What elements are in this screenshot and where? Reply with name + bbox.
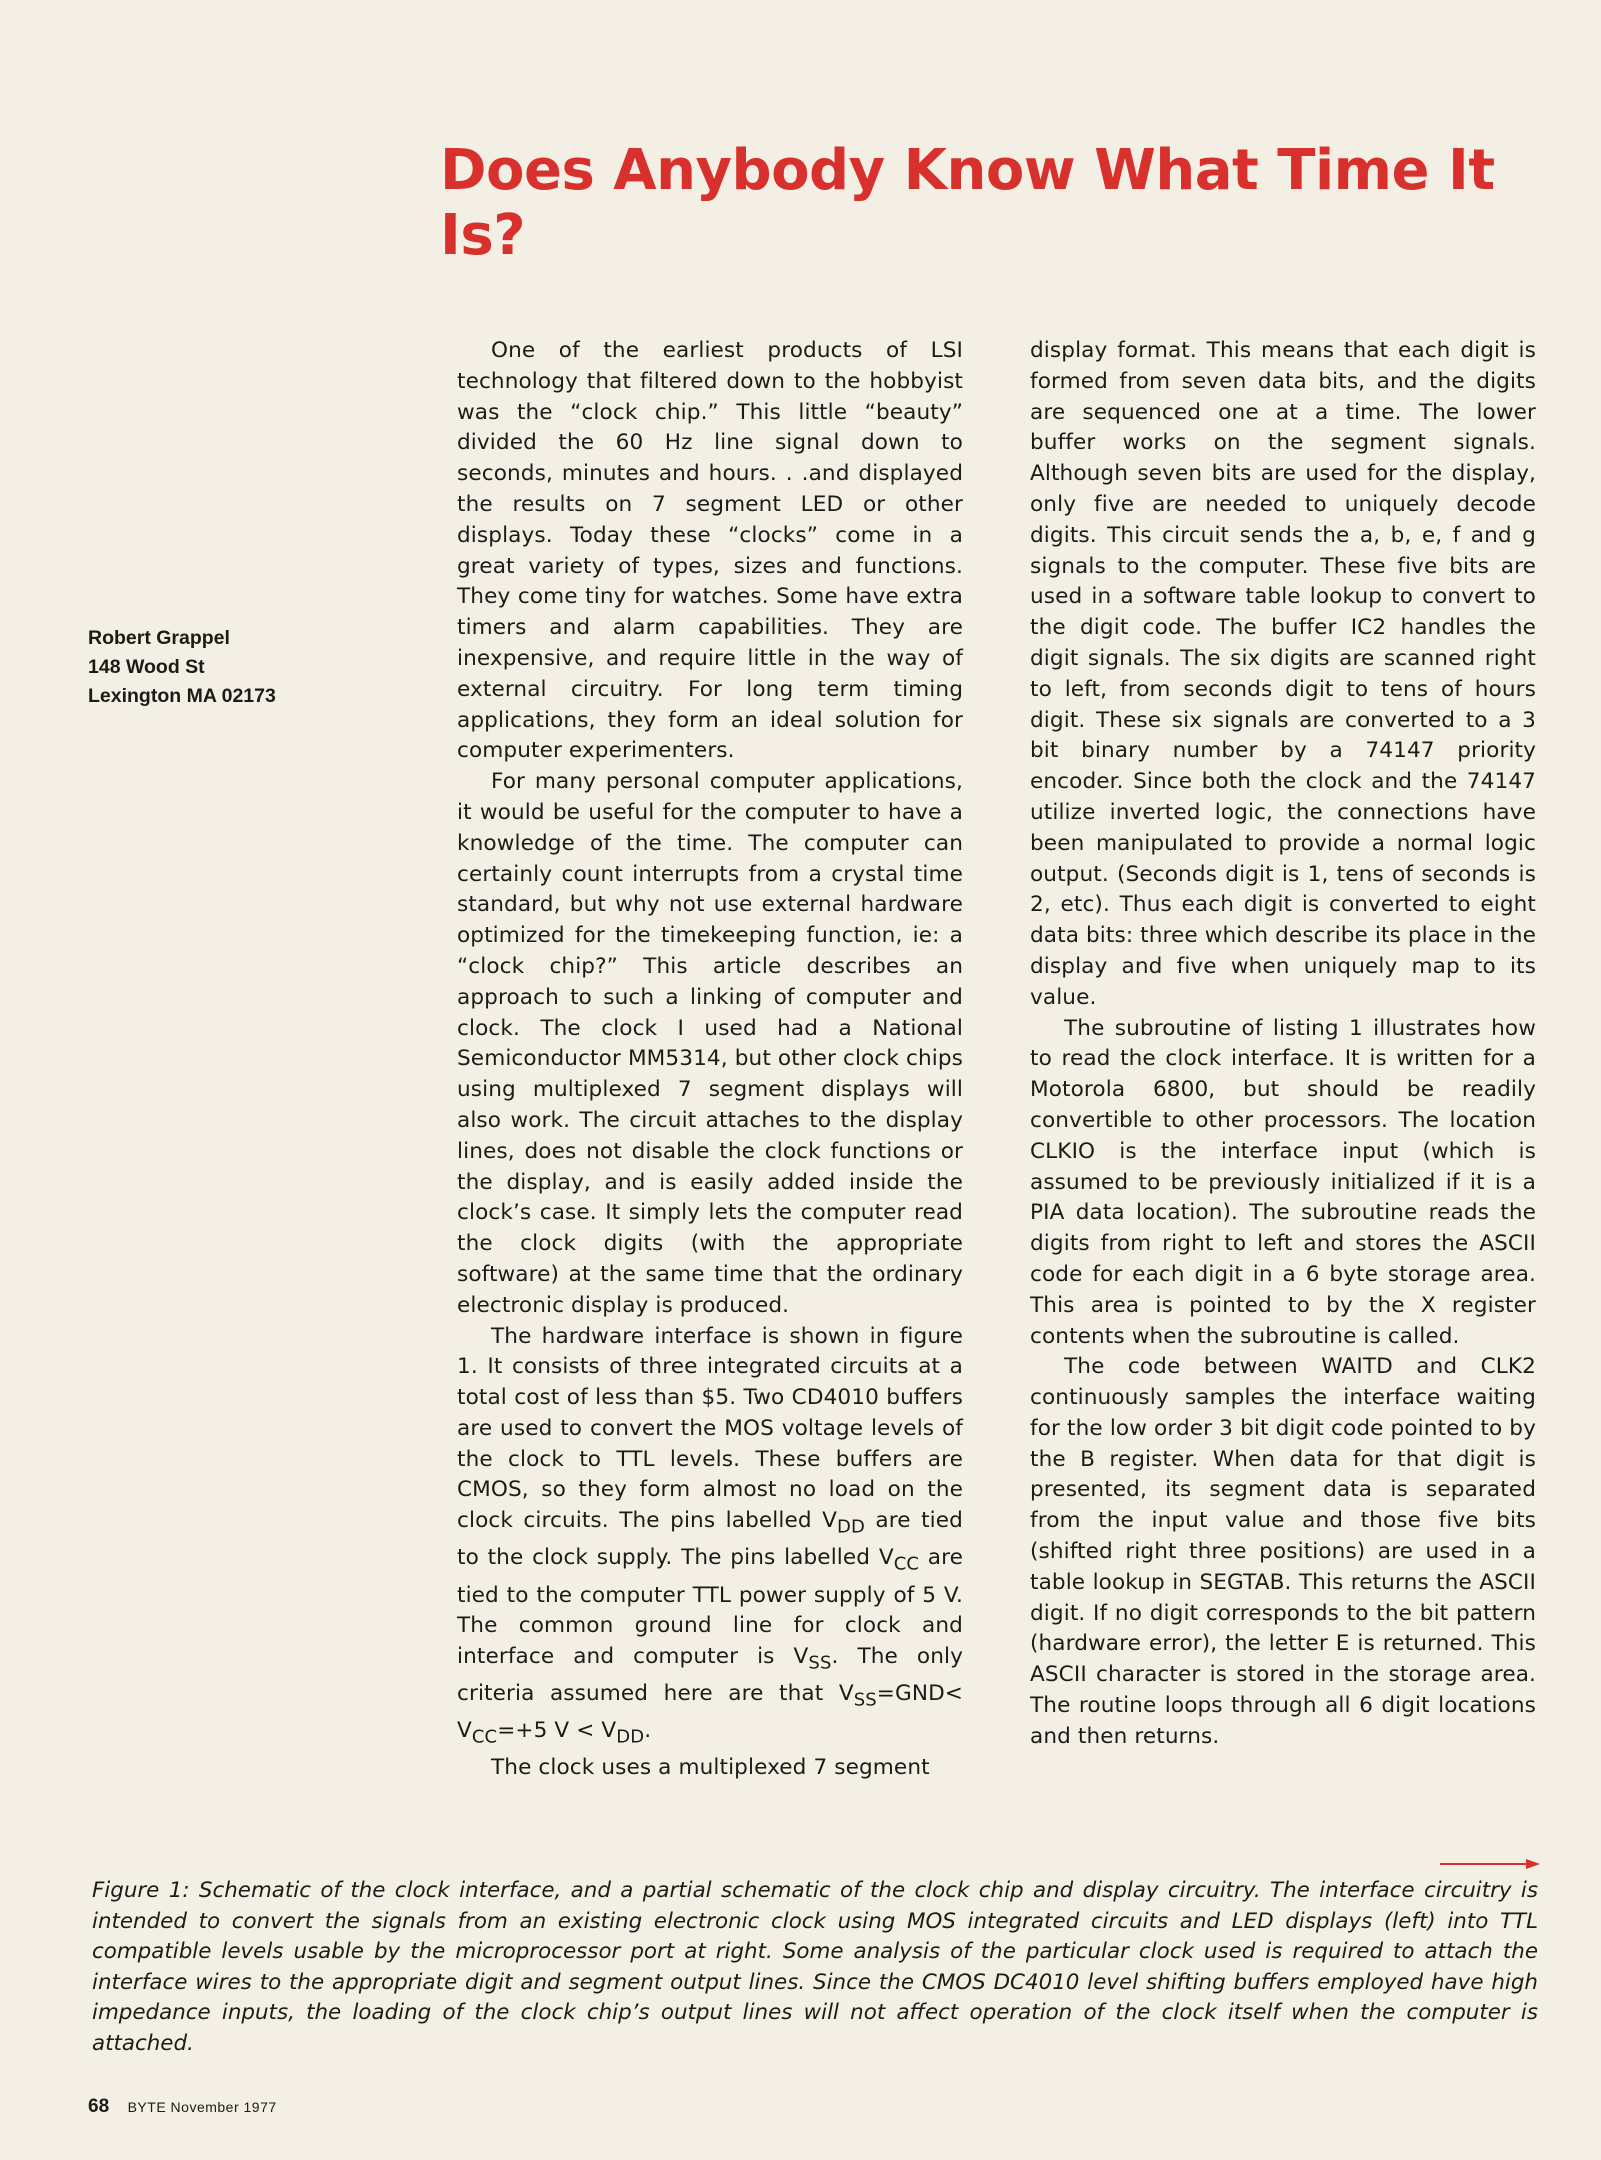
paragraph-code: The code between WAITD and CLK2 continuously samples the interface waiting for the low order 3 bit digit code pointed to by the B register. When data for that digit is presented, its segment data is separated from the input value and those five bits (shifted right three positions) are used in a table lookup in SEGTAB. This returns the ASCII digit. If no digit corresponds to the bit pattern (hardware error), the letter E is returned. This ASCII character is stored in the storage area. The routine loops through all 6 digit locations and then returns. xyxy=(1030,1354,1536,1749)
author-name: Robert Grappel xyxy=(88,627,230,649)
author-block xyxy=(88,624,276,711)
figure-caption: Figure 1: Schematic of the clock interface, and a partial schematic of the clock chip and display circuitry. The interface circuitry is intended to convert the signals from an existing electronic clock using MOS integrated circuits and LED displays (left) into TTL compatible levels usable by the microprocessor port at right. Some analysis of the particular clock used is required to attach the interface wires to the appropriate digit and segment output lines. Since the CMOS DC4010 level shifting buffers employed have high impedance inputs, the loading of the clock chip’s output lines will not affect operation of the clock itself when the computer is attached. xyxy=(92,1878,1538,2056)
page-footer xyxy=(88,2096,277,2118)
author-city: Lexington MA 02173 xyxy=(88,685,276,707)
paragraph-hardware: The hardware interface is shown in figure 1. It consists of three integrated circuits at a total cost of less than $5. Two CD4010 buffers are used to convert the MOS voltage levels of the clock to TTL levels. These buffers are CMOS, so they form almost no load on the clock circuits. The pins labelled $V_{DD}$ are tied to the clock supply. The pins labelled $V_{CC}$ are tied to the computer TTL power supply of 5 V. The common ground line for clock and interface and computer is $V_{SS}$. The only criteria assumed here are that $V_{SS}=GND< V_{CC}=+5$ $V < V_{DD}$. xyxy=(457,1323,963,1748)
paragraph-applications: For many personal computer applications, it would be useful for the computer to have a knowledge of the time. The computer can certainly count interrupts from a crystal time standard, but why not use external hardware optimized for the timekeeping function, ie: a “clock chip?” This article describes an approach to such a linking of computer and clock. The clock I used had a National Semiconductor MM5314, but other clock chips using multiplexed 7 segment displays will also work. The circuit attaches to the display lines, does not disable the clock functions or the display, and is easily added inside the clock’s case. It simply lets the computer read the clock digits (with the appropriate software) at the same time that the ordinary electronic display is produced. xyxy=(457,769,963,1318)
continue-arrow-icon xyxy=(1440,1856,1540,1872)
author-street: 148 Wood St xyxy=(88,656,205,678)
paragraph-display-cont: display format. This means that each digit is formed from seven data bits, and the digits are sequenced one at a time. The lower buffer works on the segment signals. Although seven bits are used for the display, only five are needed to uniquely decode digits. This circuit sends the a, b, e, f and g signals to the computer. These five bits are used in a software table lookup to convert to the digit code. The buffer IC2 handles the digit signals. The six digits are scanned right to left, from seconds digit to tens of hours digit. These six signals are converted to a 3 bit binary number by a 74147 priority encoder. Since both the clock and the 74147 utilize inverted logic, the connections have been manipulated to provide a normal logic output. (Seconds digit is 1, tens of seconds is 2, etc). Thus each digit is converted to eight data bits: three which describe its place in the display and five when uniquely map to its value. xyxy=(1030,338,1537,1010)
paragraph-display-start: The clock uses a multiplexed 7 segment xyxy=(491,1755,930,1781)
issue-label: BYTE November 1977 xyxy=(127,2099,277,2115)
article-title: Does Anybody Know What Time It Is? xyxy=(440,138,1495,268)
page-number: 68 xyxy=(88,2096,110,2117)
column-left xyxy=(457,336,963,1784)
paragraph-subroutine: The subroutine of listing 1 illustrates how to read the clock interface. It is written for a Motorola 6800, but should be readily convertible to other processors. The location CLKIO is the interface input (which is assumed to be previously initialized if it is a PIA data location). The subroutine reads the digits from right to left and stores the ASCII code for each digit in a 6 byte storage area. This area is pointed to by the X register contents when the subroutine is called. xyxy=(1030,1015,1536,1349)
paragraph-intro: One of the earliest products of LSI technology that filtered down to the hobbyist was the “clock chip.” This little “beauty” divided the 60 Hz line signal down to seconds, minutes and hours. . .and displayed the results on 7 segment LED or other displays. Today these “clocks” come in a great variety of types, sizes and functions. They come tiny for watches. Some have extra timers and alarm capabilities. They are inexpensive, and require little in the way of external circuitry. For long term timing applications, they form an ideal solution for computer experimenters. xyxy=(457,338,963,764)
column-right xyxy=(1030,336,1536,1753)
